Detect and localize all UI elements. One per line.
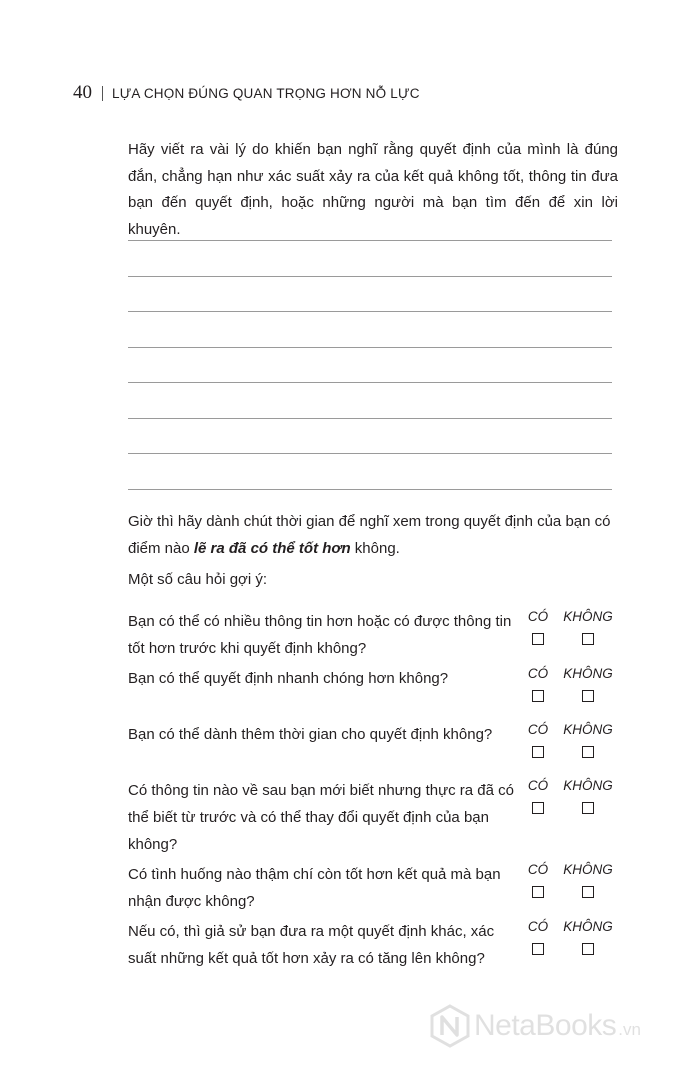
question-text: Có thông tin nào về sau bạn mới biết nhưng thực ra đã có thể biết từ trước và có thể thay đổi quyết định của bạn không? [128, 782, 514, 853]
yes-label: CÓ [527, 862, 549, 877]
yes-label: CÓ [527, 722, 549, 737]
question-text: Có tình huống nào thậm chí còn tốt hơn kết quả mà bạn nhận được không? [128, 866, 501, 910]
no-checkbox[interactable] [582, 802, 594, 814]
watermark-suffix: .vn [618, 1020, 641, 1039]
writing-line[interactable] [128, 453, 612, 454]
header-divider [102, 86, 103, 101]
yes-option[interactable] [525, 861, 551, 903]
writing-line[interactable] [128, 276, 612, 277]
writing-line[interactable] [128, 418, 612, 419]
yes-option[interactable] [525, 665, 551, 707]
no-label: KHÔNG [563, 666, 613, 681]
no-option[interactable] [558, 608, 618, 650]
intro-paragraph: Hãy viết ra vài lý do khiến bạn nghĩ rằng quyết định của mình là đúng đắn, chẳng hạn như xác suất xảy ra của kết quả không tốt, thông tin đưa bạn đến quyết định, hoặc những người mà bạn tìm đến để xin lời khuyên. [128, 141, 618, 238]
watermark-brand: NetaBooks [474, 1009, 617, 1042]
no-option[interactable] [558, 861, 618, 903]
no-label: KHÔNG [563, 609, 613, 624]
no-option[interactable] [558, 918, 618, 960]
writing-lines[interactable] [128, 240, 612, 524]
reflection-paragraph [128, 509, 618, 562]
yes-checkbox[interactable] [532, 746, 544, 758]
yes-label: CÓ [527, 666, 549, 681]
no-option[interactable] [558, 665, 618, 707]
page-number: 40 [73, 82, 92, 103]
no-option[interactable] [558, 777, 618, 819]
watermark [430, 1004, 641, 1048]
yes-option[interactable] [525, 721, 551, 763]
no-label: KHÔNG [563, 778, 613, 793]
reflection-text: Giờ thì hãy dành chút thời gian để nghĩ xem trong quyết định của bạn có điểm nào [128, 513, 611, 557]
question-text: Bạn có thể dành thêm thời gian cho quyết định không? [128, 726, 493, 743]
writing-line[interactable] [128, 347, 612, 348]
no-label: KHÔNG [563, 862, 613, 877]
yes-checkbox[interactable] [532, 633, 544, 645]
no-option[interactable] [558, 721, 618, 763]
question-text: Bạn có thể có nhiều thông tin hơn hoặc có được thông tin tốt hơn trước khi quyết định không? [128, 613, 512, 657]
writing-line[interactable] [128, 489, 612, 490]
no-checkbox[interactable] [582, 633, 594, 645]
no-checkbox[interactable] [582, 886, 594, 898]
question-text: Bạn có thể quyết định nhanh chóng hơn không? [128, 670, 449, 687]
writing-line[interactable] [128, 382, 612, 383]
no-label: KHÔNG [563, 919, 613, 934]
page-header [73, 82, 420, 104]
yes-label: CÓ [527, 778, 549, 793]
no-checkbox[interactable] [582, 746, 594, 758]
book-title: LỰA CHỌN ĐÚNG QUAN TRỌNG HƠN NỖ LỰC [112, 85, 420, 101]
netabooks-logo-icon [430, 1004, 470, 1048]
yes-checkbox[interactable] [532, 886, 544, 898]
yes-checkbox[interactable] [532, 690, 544, 702]
no-label: KHÔNG [563, 722, 613, 737]
reflection-emphasis: lẽ ra đã có thể tốt hơn [193, 539, 351, 557]
yes-checkbox[interactable] [532, 802, 544, 814]
yes-label: CÓ [527, 609, 549, 624]
prompt-heading: Một số câu hỏi gợi ý: [128, 571, 268, 588]
no-checkbox[interactable] [582, 943, 594, 955]
no-checkbox[interactable] [582, 690, 594, 702]
writing-line[interactable] [128, 311, 612, 312]
yes-option[interactable] [525, 777, 551, 819]
yes-label: CÓ [527, 919, 549, 934]
reflection-text-end: không. [350, 539, 400, 557]
yes-checkbox[interactable] [532, 943, 544, 955]
yes-option[interactable] [525, 918, 551, 960]
writing-line[interactable] [128, 240, 612, 241]
yes-option[interactable] [525, 608, 551, 650]
question-text: Nếu có, thì giả sử bạn đưa ra một quyết định khác, xác suất những kết quả tốt hơn xảy ra có tăng lên không? [128, 923, 495, 967]
